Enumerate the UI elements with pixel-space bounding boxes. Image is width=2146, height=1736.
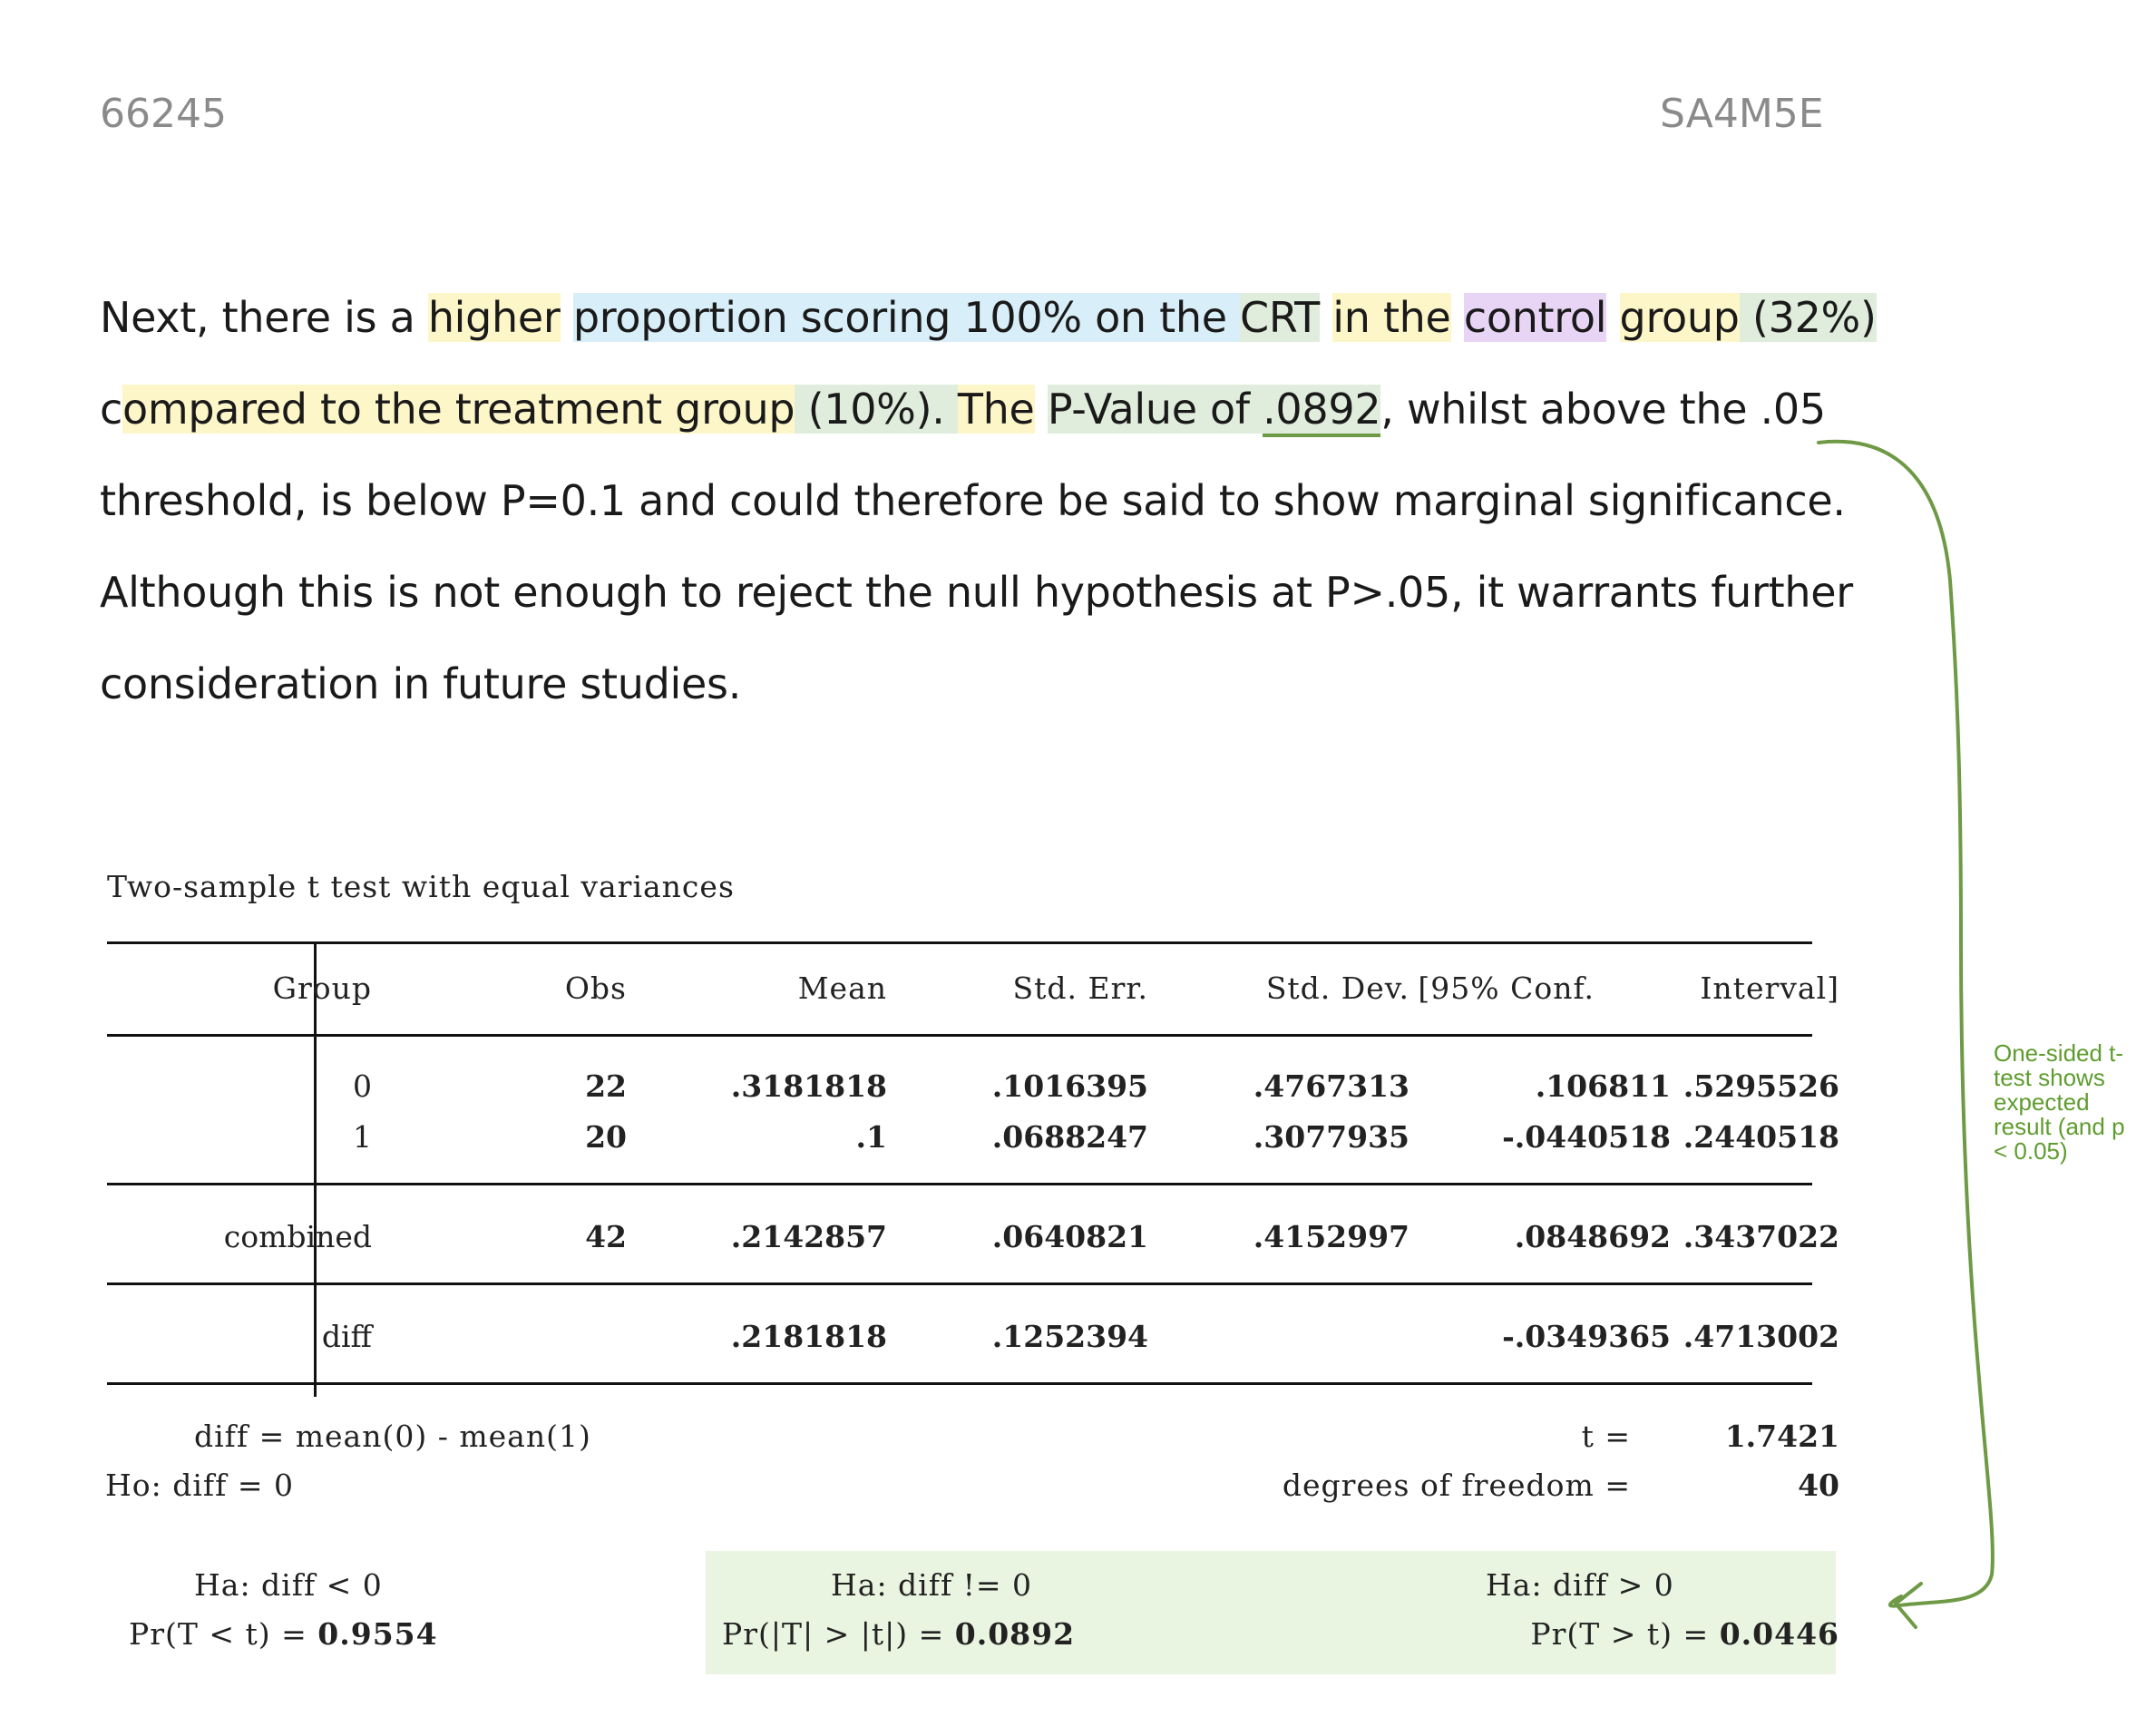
text-segment: , whilst above the .05 bbox=[1380, 385, 1826, 434]
null-hypothesis: Ho: diff = 0 bbox=[105, 1468, 294, 1503]
t-label: t = bbox=[1581, 1419, 1631, 1454]
diff-conf-low: -.0349365 bbox=[1502, 1319, 1671, 1354]
combined-obs: 42 bbox=[585, 1219, 627, 1254]
highlight-control: control bbox=[1463, 293, 1607, 342]
text-segment: c bbox=[100, 385, 122, 434]
stata-title: Two-sample t test with equal variances bbox=[107, 869, 735, 904]
combined-std-err: .0640821 bbox=[991, 1219, 1148, 1254]
ha-left-pr-value: 0.9554 bbox=[317, 1616, 438, 1652]
paragraph-line-5: consideration in future studies. bbox=[100, 659, 742, 708]
highlight-higher: higher bbox=[427, 293, 561, 342]
header-conf-high: Interval] bbox=[1700, 970, 1839, 1006]
document-id-left: 66245 bbox=[100, 91, 227, 137]
header-std-dev: Std. Dev. bbox=[1265, 970, 1410, 1006]
bracket-curve bbox=[1819, 442, 1993, 1606]
ha-mid-pr-label: Pr(|T| > |t|) = bbox=[722, 1616, 945, 1652]
combined-std-dev: .4152997 bbox=[1253, 1219, 1410, 1254]
t-value: 1.7421 bbox=[1724, 1419, 1839, 1454]
highlight-p-value: P-Value of bbox=[1047, 385, 1263, 434]
document-id-right: SA4M5E bbox=[1660, 91, 1824, 137]
diff-definition: diff = mean(0) - mean(1) bbox=[194, 1419, 591, 1454]
diff-mean: .2181818 bbox=[730, 1319, 887, 1354]
row-1-std-dev: .3077935 bbox=[1253, 1119, 1410, 1155]
row-1-conf-low: -.0440518 bbox=[1502, 1119, 1671, 1155]
ha-mid-pr-value: 0.0892 bbox=[954, 1616, 1076, 1652]
row-1-mean: .1 bbox=[855, 1119, 887, 1155]
row-1-obs: 20 bbox=[585, 1119, 627, 1155]
row-0-std-err: .1016395 bbox=[991, 1068, 1148, 1104]
combined-mean: .2142857 bbox=[730, 1219, 887, 1254]
ha-mid-label: Ha: diff != 0 bbox=[831, 1567, 1033, 1603]
row-0-conf-high: .5295526 bbox=[1683, 1068, 1839, 1104]
row-0-mean: .3181818 bbox=[730, 1068, 887, 1104]
ha-left-pr-label: Pr(T < t) = bbox=[129, 1616, 307, 1652]
highlight-proportion: proportion scoring 100% on the bbox=[572, 293, 1241, 342]
paragraph-line-4: Although this is not enough to reject the null hypothesis at P>.05, it warrants further bbox=[100, 568, 1853, 617]
header-obs: Obs bbox=[564, 970, 627, 1006]
combined-conf-high: .3437022 bbox=[1683, 1219, 1839, 1254]
underlined-p-value: .0892 bbox=[1263, 385, 1380, 437]
highlight-crt: CRT bbox=[1240, 293, 1320, 342]
highlight-32-percent: (32%) bbox=[1739, 293, 1877, 342]
row-1-group: 1 bbox=[353, 1119, 372, 1155]
header-group: Group bbox=[272, 970, 372, 1006]
ha-left-label: Ha: diff < 0 bbox=[194, 1567, 383, 1603]
diff-std-err: .1252394 bbox=[991, 1319, 1148, 1354]
diff-group: diff bbox=[321, 1319, 372, 1354]
header-mean: Mean bbox=[797, 970, 887, 1006]
ha-right-label: Ha: diff > 0 bbox=[1486, 1567, 1674, 1603]
diff-conf-high: .4713002 bbox=[1683, 1319, 1839, 1354]
ha-right-pr-value: 0.0446 bbox=[1719, 1616, 1839, 1652]
highlight-the: The bbox=[957, 385, 1035, 434]
combined-group: combined bbox=[223, 1219, 372, 1254]
row-1-std-err: .0688247 bbox=[991, 1119, 1148, 1155]
row-0-conf-low: .106811 bbox=[1535, 1068, 1671, 1104]
row-0-group: 0 bbox=[353, 1068, 372, 1104]
highlight-compared: ompared to the treatment group bbox=[122, 385, 795, 434]
margin-comment: One-sided t-test shows expected result (and p < 0.05) bbox=[1994, 1039, 2125, 1165]
df-label: degrees of freedom = bbox=[1282, 1468, 1631, 1503]
row-1-conf-high: .2440518 bbox=[1683, 1119, 1839, 1155]
highlight-group: group bbox=[1619, 293, 1740, 342]
header-std-err: Std. Err. bbox=[1012, 970, 1148, 1006]
df-value: 40 bbox=[1798, 1468, 1839, 1503]
paragraph-line-3: threshold, is below P=0.1 and could therefore be said to show marginal significance. bbox=[100, 476, 1846, 525]
highlight-in-the: in the bbox=[1332, 293, 1451, 342]
highlight-10-percent: (10%). bbox=[795, 385, 958, 434]
text-segment: Next, there is a bbox=[100, 293, 428, 342]
combined-conf-low: .0848692 bbox=[1514, 1219, 1671, 1254]
row-0-std-dev: .4767313 bbox=[1253, 1068, 1410, 1104]
header-conf-low: [95% Conf. bbox=[1418, 970, 1595, 1006]
row-0-obs: 22 bbox=[585, 1068, 627, 1104]
ha-right-pr-label: Pr(T > t) = bbox=[1530, 1616, 1710, 1652]
